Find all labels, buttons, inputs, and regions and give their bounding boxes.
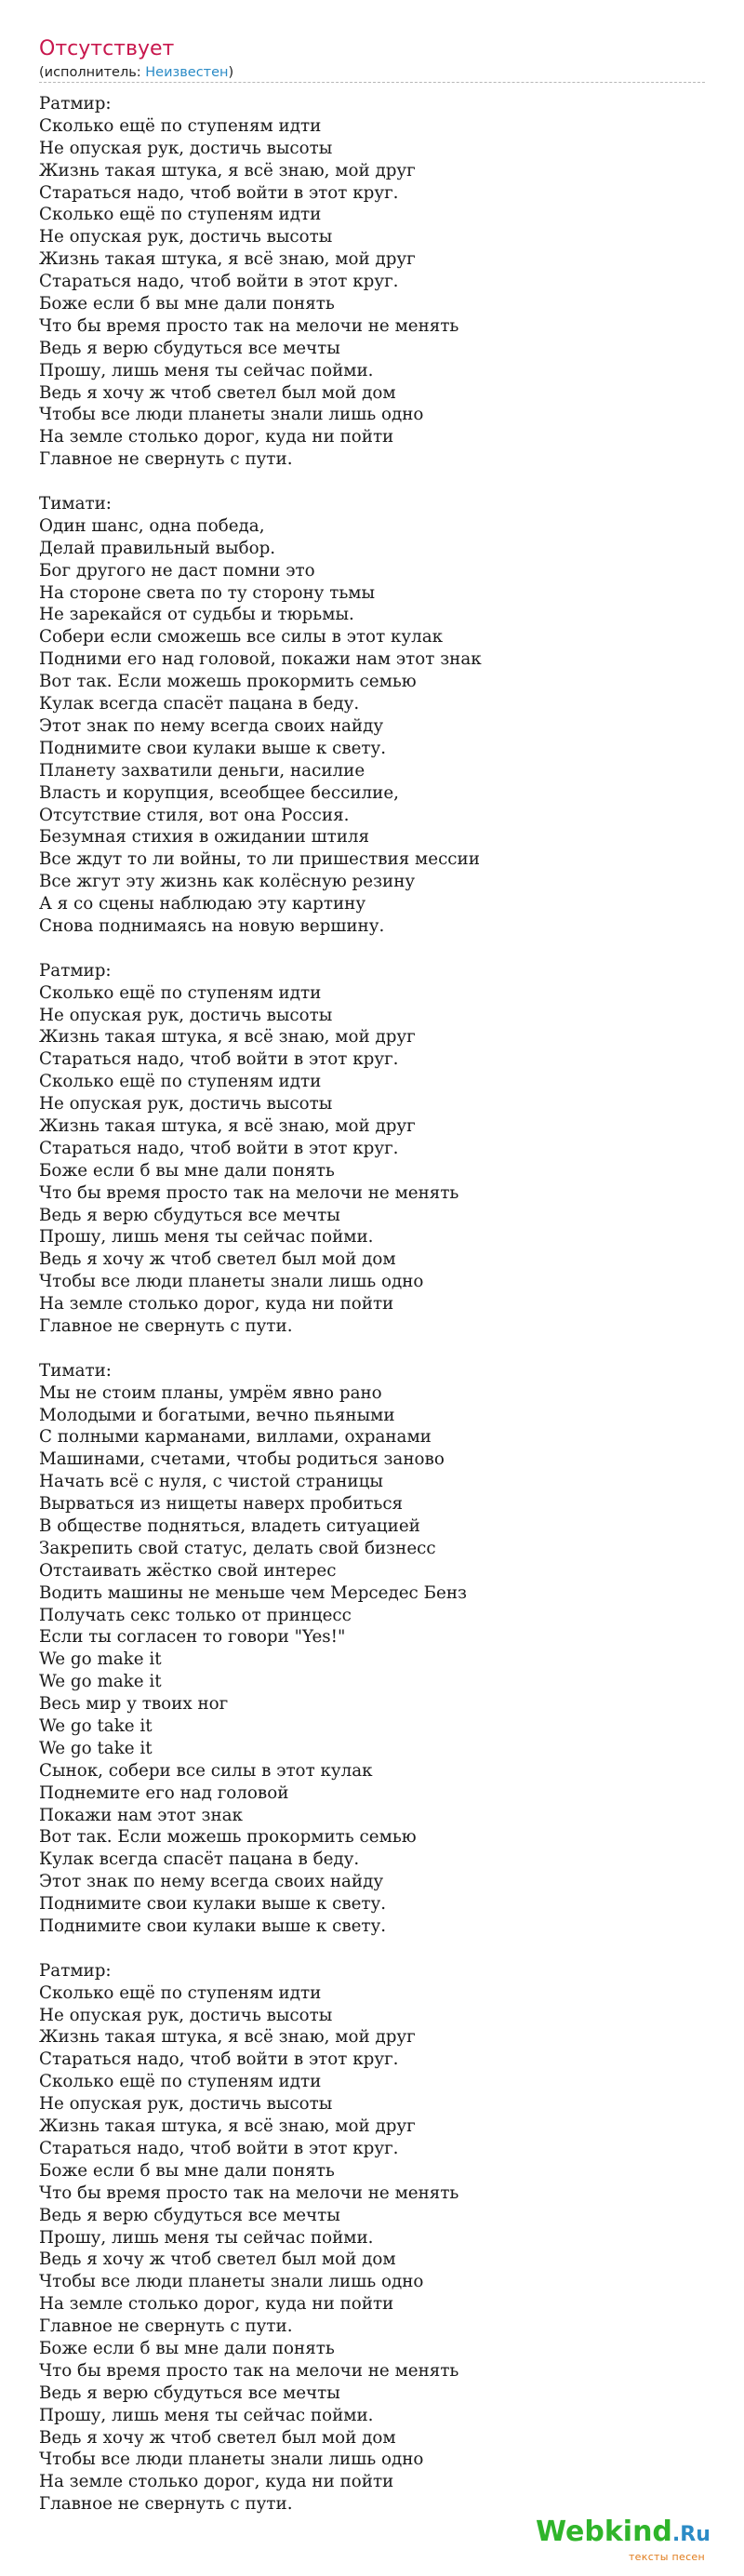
stanza-gap [39,1338,705,1360]
lyric-line: We go make it [39,1672,162,1692]
lyric-line: We go take it [39,1738,153,1758]
lyric-line: Все ждут то ли войны, то ли пришествия мессии [39,849,480,870]
lyric-line: Жизнь такая штука, я всё знаю, мой друг [39,249,416,270]
lyric-line: Стараться надо, чтоб войти в этот круг. [39,1138,399,1158]
lyric-line: Ведь я верю сбудуться все мечты [39,2205,340,2225]
lyric-line: Чтобы все люди планеты знали лишь одно [39,2449,424,2470]
lyric-line: Ратмир: [39,1960,112,1981]
lyric-line: С полными карманами, виллами, охранами [39,1427,432,1448]
lyric-line: Власть и корупция, всеобщее бессилие, [39,782,399,803]
performer-suffix: ) [228,65,234,80]
lyric-line: Главное не свернуть с пути. [39,2494,293,2515]
lyric-line: Один шанс, одна победа, [39,515,265,536]
lyric-line: Не опуская рук, достичь высоты [39,2094,333,2115]
lyric-line: Безумная стихия в ожидании штиля [39,827,370,848]
lyric-line: Поднемите его над головой [39,1782,289,1803]
lyric-line: Ведь я хочу ж чтоб светел был мой дом [39,1249,396,1270]
lyric-line: Ратмир: [39,94,112,113]
lyric-line: Не опуская рук, достичь высоты [39,2005,333,2025]
stanza-gap [39,1938,705,1960]
lyric-line: Стараться надо, чтоб войти в этот круг. [39,1049,399,1070]
lyric-line: Этот знак по нему всегда своих найду [39,715,384,736]
lyric-line: Отсутствие стиля, вот она Россия. [39,805,350,825]
lyric-line: Сколько ещё по ступеням идти [39,205,322,225]
logo-name: Webkind [536,2516,672,2548]
lyric-line: Что бы время просто так на мелочи не менять [39,2182,459,2203]
lyric-line: А я со сцены наблюдаю эту картину [39,894,366,914]
lyric-line: На земле столько дорог, куда ни пойти [39,1294,394,1315]
lyric-line: Все жгут эту жизнь как колёсную резину [39,872,416,892]
lyric-line: Боже если б вы мне дали понять [39,294,335,314]
lyric-line: Жизнь такая штука, я всё знаю, мой друг [39,160,416,180]
lyric-line: На земле столько дорог, куда ни пойти [39,2294,394,2315]
lyric-line: Подними его над головой, покажи нам этот знак [39,649,482,670]
lyric-line: Бог другого не даст помни это [39,560,315,581]
lyric-line: Стараться надо, чтоб войти в этот круг. [39,272,399,292]
logo-domain: .Ru [671,2523,711,2546]
song-header [39,37,705,82]
performer-prefix: (исполнитель: [39,65,146,80]
lyric-line: Молодыми и богатыми, вечно пьяными [39,1405,395,1425]
lyric-line: Ведь я хочу ж чтоб светел был мой дом [39,2427,396,2448]
header-divider [39,82,705,83]
lyric-line: Водить машины не меньше чем Мерседес Бенз [39,1582,467,1603]
performer-line [39,63,705,82]
lyric-line: Сынок, собери все силы в этот кулак [39,1760,373,1781]
site-logo[interactable] [536,2516,722,2565]
lyric-line: Если ты согласен то говори "Yes!" [39,1627,346,1648]
lyric-line: Не опуская рук, достичь высоты [39,227,333,247]
lyric-line: Чтобы все люди планеты знали лишь одно [39,405,424,425]
lyric-line: Тимати: [39,1360,112,1381]
lyric-line: Ведь я хочу ж чтоб светел был мой дом [39,2249,396,2270]
lyric-line: Ведь я хочу ж чтоб светел был мой дом [39,382,396,403]
lyric-line: Поднимите свои кулаки выше к свету. [39,1894,387,1915]
lyric-line: Главное не свернуть с пути. [39,1315,293,1336]
lyric-line: На земле столько дорог, куда ни пойти [39,427,394,447]
lyric-line: Главное не свернуть с пути. [39,449,293,470]
lyric-line: Стараться надо, чтоб войти в этот круг. [39,2049,399,2070]
lyric-line: Боже если б вы мне дали понять [39,2338,335,2358]
lyric-line: Начать всё с нуля, с чистой страницы [39,1472,383,1492]
lyrics-text [39,93,705,2516]
lyric-line: На стороне света по ту сторону тьмы [39,582,376,603]
lyric-line: Прошу, лишь меня ты сейчас пойми. [39,2405,374,2425]
lyric-line: We go make it [39,1649,162,1670]
lyric-line: Получать секс только от принцесс [39,1605,352,1625]
lyric-line: Сколько ещё по ступеням идти [39,1982,322,2003]
lyric-line: Ведь я верю сбудуться все мечты [39,2382,340,2403]
lyric-line: Планету захватили деньги, насилие [39,760,365,781]
lyric-line: Не зарекайся от судьбы и тюрьмы. [39,605,354,625]
lyric-line: Поднимите свои кулаки выше к свету. [39,1916,387,1937]
lyric-line: Стараться надо, чтоб войти в этот круг. [39,182,399,203]
lyric-line: Покажи нам этот знак [39,1805,243,1825]
lyric-line: Боже если б вы мне дали понять [39,2160,335,2181]
lyric-line: Прошу, лишь меня ты сейчас пойми. [39,2227,374,2248]
lyric-line: Прошу, лишь меня ты сейчас пойми. [39,360,374,380]
lyric-line: Вырваться из нищеты наверх пробиться [39,1494,404,1515]
lyric-line: Тимати: [39,494,112,514]
stanza-gap [39,471,705,493]
lyric-line: Ратмир: [39,960,112,981]
lyric-line: Не опуская рук, достичь высоты [39,138,333,158]
lyric-line: Боже если б вы мне дали понять [39,1160,335,1181]
lyric-line: Снова поднимаясь на новую вершину. [39,915,385,936]
lyric-line: Вот так. Если можешь прокормить семью [39,1827,417,1848]
lyric-line: Что бы время просто так на мелочи не менять [39,315,459,336]
lyric-line: Что бы время просто так на мелочи не менять [39,1182,459,1203]
lyric-line: Прошу, лишь меня ты сейчас пойми. [39,1227,374,1248]
lyric-line: Кулак всегда спасёт пацана в беду. [39,1849,360,1870]
lyric-line: Мы не стоим планы, умрём явно рано [39,1382,382,1403]
lyric-line: Не опуская рук, достичь высоты [39,1094,333,1114]
logo-wordmark [536,2516,722,2551]
lyric-line: We go take it [39,1716,153,1737]
lyric-line: Сколько ещё по ступеням идти [39,115,322,136]
lyric-line: Собери если сможешь все силы в этот кулак [39,627,444,647]
song-title: Отсутствует [39,37,175,60]
lyric-line: Кулак всегда спасёт пацана в беду. [39,694,360,714]
lyric-line: Сколько ещё по ступеням идти [39,1072,322,1092]
lyric-line: Ведь я верю сбудуться все мечты [39,1205,340,1225]
lyric-line: Жизнь такая штука, я всё знаю, мой друг [39,1115,416,1136]
lyric-line: Вот так. Если можешь прокормить семью [39,672,417,692]
lyric-line: Ведь я верю сбудуться все мечты [39,338,340,358]
lyric-line: Весь мир у твоих ног [39,1694,229,1715]
lyric-line: На земле столько дорог, куда ни пойти [39,2472,394,2492]
lyric-line: Чтобы все люди планеты знали лишь одно [39,1272,424,1292]
lyric-line: Сколько ещё по ступеням идти [39,2072,322,2092]
lyric-line: Машинами, счетами, чтобы родиться заново [39,1449,445,1470]
stanza-gap [39,938,705,960]
lyric-line: Чтобы все люди планеты знали лишь одно [39,2272,424,2292]
lyric-line: Жизнь такая штука, я всё знаю, мой друг [39,2027,416,2048]
lyric-line: Отстаивать жёстко свой интерес [39,1560,337,1581]
lyric-line: Этот знак по нему всегда своих найду [39,1872,384,1892]
lyric-line: Сколько ещё по ступеням идти [39,982,322,1003]
lyric-line: Поднимите свои кулаки выше к свету. [39,738,387,758]
lyric-line: Закрепить свой статус, делать свой бизнесс [39,1538,436,1558]
lyric-line: Делай правильный выбор. [39,538,276,558]
performer-link[interactable]: Неизвестен [145,65,229,80]
lyric-line: Главное не свернуть с пути. [39,2316,293,2337]
lyric-line: Жизнь такая штука, я всё знаю, мой друг [39,1027,416,1048]
lyric-line: Не опуская рук, достичь высоты [39,1005,333,1025]
lyric-line: Что бы время просто так на мелочи не менять [39,2360,459,2381]
lyric-line: В обществе подняться, владеть ситуацией [39,1516,420,1536]
lyric-line: Жизнь такая штука, я всё знаю, мой друг [39,2116,416,2137]
lyric-line: Стараться надо, чтоб войти в этот круг. [39,2138,399,2158]
logo-tagline: тексты песен [628,2551,705,2563]
